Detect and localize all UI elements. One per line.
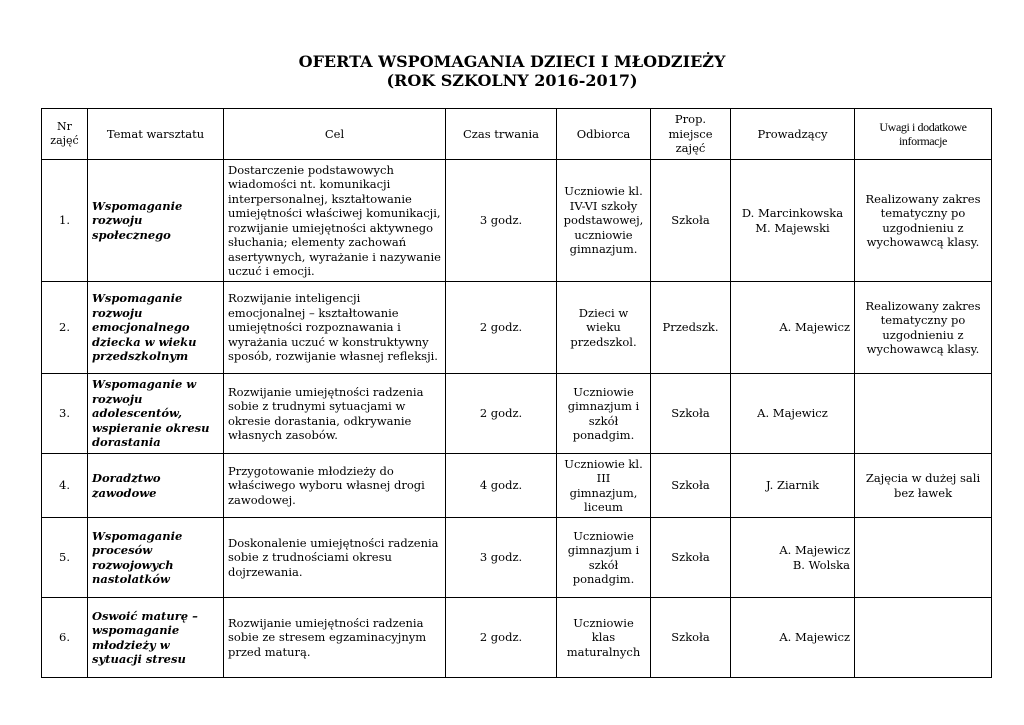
title-line-2: (ROK SZKOLNY 2016-2017)	[386, 71, 638, 90]
cell-czas: 3 godz.	[446, 160, 557, 282]
cell-czas: 2 godz.	[446, 374, 557, 454]
cell-nr: 2.	[42, 282, 88, 374]
cell-uwagi: Realizowany zakres tematyczny po uzgodnieniu z wychowawcą klasy.	[855, 160, 992, 282]
cell-uwagi: Zajęcia w dużej sali bez ławek	[855, 454, 992, 518]
cell-nr: 5.	[42, 518, 88, 598]
cell-miejsce: Szkoła	[651, 598, 731, 678]
cell-prowadzacy: A. Majewicz	[731, 282, 855, 374]
header-odbiorca: Odbiorca	[557, 109, 651, 160]
cell-prowadzacy: J. Ziarnik	[731, 454, 855, 518]
cell-temat: Wspomaganie rozwoju emocjonalnego dziecka w wieku przedszkolnym	[88, 282, 224, 374]
header-temat: Temat warsztatu	[88, 109, 224, 160]
cell-miejsce: Szkoła	[651, 518, 731, 598]
cell-czas: 2 godz.	[446, 598, 557, 678]
header-prop: Prop. miejsce zajęć	[651, 109, 731, 160]
cell-temat: Oswoić maturę – wspomaganie młodzieży w sytuacji stresu	[88, 598, 224, 678]
cell-miejsce: Przedszk.	[651, 282, 731, 374]
table-row	[42, 454, 992, 518]
cell-czas: 4 godz.	[446, 454, 557, 518]
cell-czas: 3 godz.	[446, 518, 557, 598]
cell-odbiorca: Dzieci w wieku przedszkol.	[557, 282, 651, 374]
table-row	[42, 282, 992, 374]
table-row	[42, 518, 992, 598]
document-title	[0, 52, 1024, 90]
cell-uwagi	[855, 518, 992, 598]
cell-cel: Rozwijanie umiejętności radzenia sobie ze stresem egzaminacyjnym przed maturą.	[224, 598, 446, 678]
header-uwagi: Uwagi i dodatkowe informacje	[855, 109, 992, 160]
cell-prowadzacy: A. Majewicz	[731, 598, 855, 678]
cell-miejsce: Szkoła	[651, 160, 731, 282]
cell-odbiorca: Uczniowie gimnazjum i szkół ponadgim.	[557, 518, 651, 598]
cell-cel: Dostarczenie podstawowych wiadomości nt. komunikacji interpersonalnej, kształtowanie umiejętności właściwej komunikacji, rozwijanie umiejętności aktywnego słuchania; elementy zachowań asertywnych, wyrażanie i nazywanie uczuć i emocji.	[224, 160, 446, 282]
table-row	[42, 598, 992, 678]
cell-odbiorca: Uczniowie klas maturalnych	[557, 598, 651, 678]
cell-temat: Wspomaganie rozwoju społecznego	[88, 160, 224, 282]
cell-temat: Doradztwo zawodowe	[88, 454, 224, 518]
cell-prowadzacy: A. Majewicz B. Wolska	[731, 518, 855, 598]
cell-odbiorca: Uczniowie kl. III gimnazjum, liceum	[557, 454, 651, 518]
header-row	[42, 109, 992, 160]
cell-cel: Przygotowanie młodzieży do właściwego wyboru własnej drogi zawodowej.	[224, 454, 446, 518]
cell-czas: 2 godz.	[446, 282, 557, 374]
cell-cel: Rozwijanie umiejętności radzenia sobie z trudnymi sytuacjami w okresie dorastania, odkrywanie własnych zasobów.	[224, 374, 446, 454]
header-czas: Czas trwania	[446, 109, 557, 160]
cell-uwagi	[855, 374, 992, 454]
cell-uwagi	[855, 598, 992, 678]
cell-cel: Doskonalenie umiejętności radzenia sobie z trudnościami okresu dojrzewania.	[224, 518, 446, 598]
cell-prowadzacy: D. Marcinkowska M. Majewski	[731, 160, 855, 282]
cell-odbiorca: Uczniowie kl. IV-VI szkoły podstawowej, uczniowie gimnazjum.	[557, 160, 651, 282]
cell-nr: 4.	[42, 454, 88, 518]
table-row	[42, 160, 992, 282]
header-prowadzacy: Prowadzący	[731, 109, 855, 160]
cell-nr: 3.	[42, 374, 88, 454]
title-line-1: OFERTA WSPOMAGANIA DZIECI I MŁODZIEŻY	[298, 52, 726, 71]
cell-cel: Rozwijanie inteligencji emocjonalnej – kształtowanie umiejętności rozpoznawania i wyrażania uczuć w konstruktywny sposób, rozwijanie własnej refleksji.	[224, 282, 446, 374]
table-row	[42, 374, 992, 454]
cell-temat: Wspomaganie procesów rozwojowych nastolatków	[88, 518, 224, 598]
cell-odbiorca: Uczniowie gimnazjum i szkół ponadgim.	[557, 374, 651, 454]
header-cel: Cel	[224, 109, 446, 160]
cell-prowadzacy: A. Majewicz	[731, 374, 855, 454]
cell-miejsce: Szkoła	[651, 374, 731, 454]
cell-nr: 6.	[42, 598, 88, 678]
cell-nr: 1.	[42, 160, 88, 282]
header-nr: Nr zajęć	[42, 109, 88, 160]
cell-miejsce: Szkoła	[651, 454, 731, 518]
offer-table	[41, 108, 992, 678]
cell-uwagi: Realizowany zakres tematyczny po uzgodnieniu z wychowawcą klasy.	[855, 282, 992, 374]
cell-temat: Wspomaganie w rozwoju adolescentów, wspieranie okresu dorastania	[88, 374, 224, 454]
